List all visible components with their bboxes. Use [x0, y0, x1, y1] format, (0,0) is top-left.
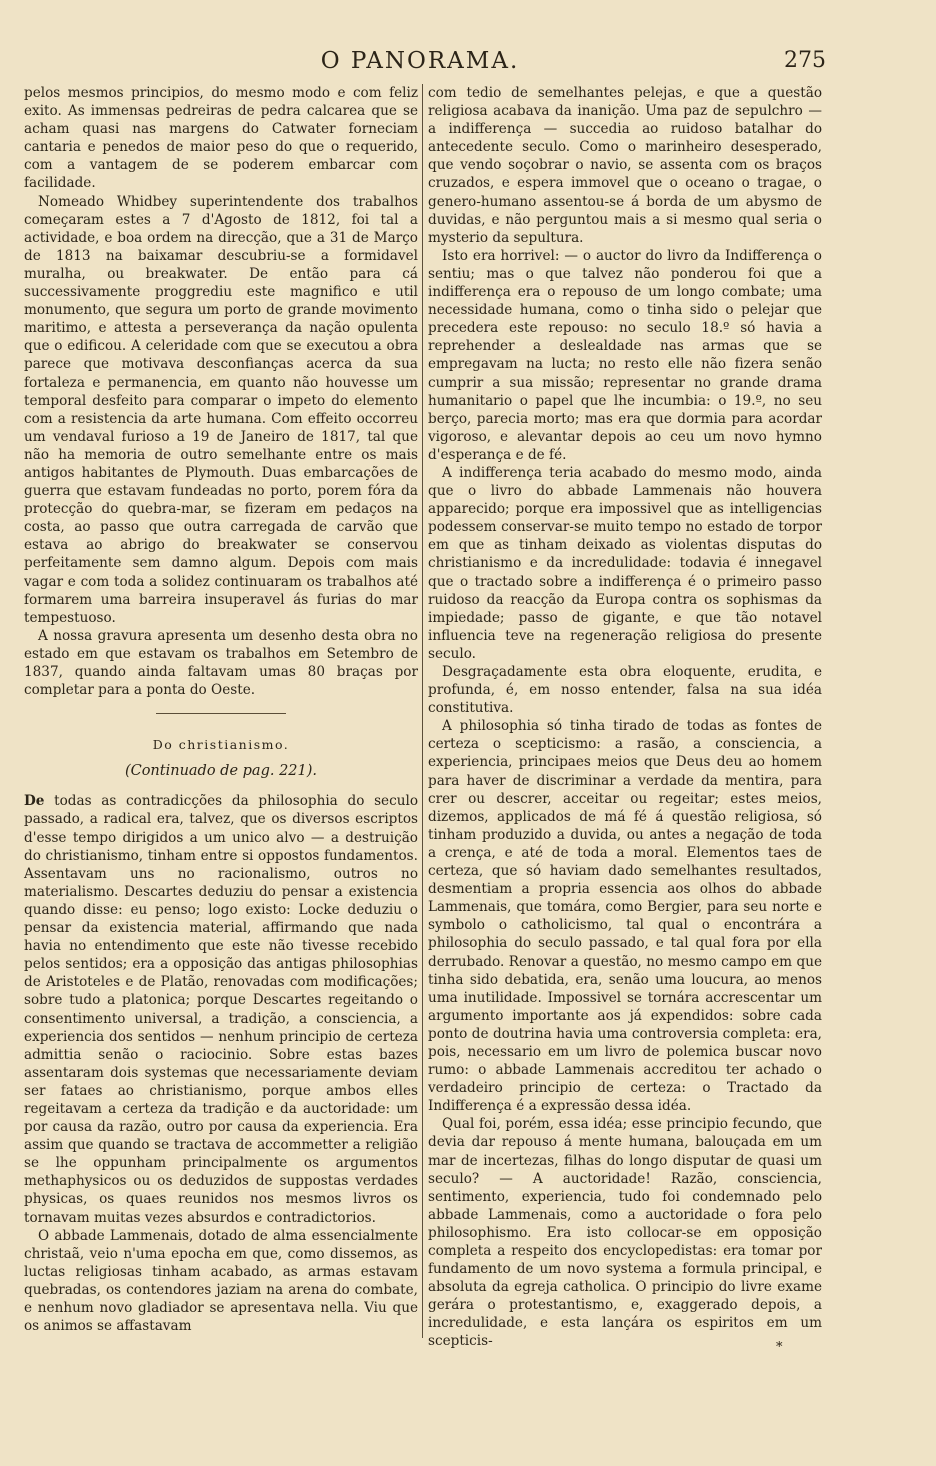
running-head: [20, 46, 826, 82]
section-divider: [156, 713, 286, 714]
page-title: O PANORAMA.: [320, 48, 520, 74]
column-divider: [422, 84, 423, 1338]
section-title: Do christianismo.: [152, 737, 290, 753]
paragraph: com tedio de semelhantes pelejas, e que a questão religiosa acabava da inanição. Uma paz de sepulchro — a indifferença — succedia ao ruidoso batalhar do antecedente seculo. Como o marinheiro desesperado, que vendo soçobrar o navio, se assenta com os braços cruzados, e espera immovel que o oceano o tragaе, o genero-humano assentou-se á borda de um abysmo de duvidas, e não perguntou mais a si mesmo qual seria o mysterio da sepultura.: [428, 85, 822, 246]
paragraph: Desgraçadamente esta obra eloquente, erudita, e profunda, é, em nosso entender, falsa na sua idéa constitutiva.: [428, 664, 822, 717]
paragraph: Qual foi, porém, essa idéa; esse principio fecundo, que devia dar repouso á mente humana, balouçada em um mar de incertezas, filhas do longo disputar de quasi um seculo? — A auctoridade! Razão, consciencia, sentimento, experiencia, tudo foi condemnado pelo abbade Lammenais, como a auctoridade o fora pelo philosophismo. Era isto collocar-se em opposição completa a respeito dos encyclopedistas: era tomar por fundamento de um novo systema a formula principal, e absoluta da egreja catholica. O principio do livre exame gerára o protestantismo, e, exaggerado depois, a incredulidade, e esta lançára os espiritos em um scepticis-: [428, 1116, 822, 1350]
footer-mark: *: [776, 1340, 783, 1355]
left-column: [24, 84, 418, 1335]
right-column: [428, 84, 822, 1351]
paragraph: O abbade Lammenais, dotado de alma essencialmente christaã, veio n'uma epocha em que, como dissemos, as luctas religiosas tinham acabado, as armas estavam quebradas, os contendores jaziam na arena do combate, e nenhum novo gladiador se apresentava nella. Viu que os animos se affastavam: [24, 1227, 418, 1335]
page-number: 275: [784, 48, 826, 73]
drop-cap: De: [24, 793, 45, 810]
paragraph: pelos mesmos principios, do mesmo modo e com feliz exito. As immensas pedreiras de pedra calcarea que se acham quasi nas margens do Catwater forneciam cantaria e penedos de maior peso do que o requerido, com a vantagem de se poderem embarcar com facilidade.: [24, 85, 418, 192]
section-first-paragraph: [24, 792, 418, 1226]
paragraph: Nomeado Whidbey superintendente dos trabalhos começaram estes a 7 d'Agosto de 1812, foi tal a actividade, e boa ordem na direcção, que a 31 de Março de 1813 na baixamar descubriu-se a formidavel muralha, ou breakwater. De então para cá successivamente proggrediu este magnifico e util monumento, que segura um porto de grande movimento maritimo, e attesta a perseverança da nação opulenta que o edificou. A celeridade com que se executou a obra parece que motivava desconfianças acerca da sua fortaleza e permanencia, em quanto não houvesse um temporal desfeito para comparar o impeto do elemento com a resistencia da arte humana. Com effeito occorreu um vendaval furioso a 19 de Janeiro de 1817, tal que não ha memoria de outro semelhante entre os mais antigos habitantes de Plymouth. Duas embarcações de guerra que estavam fundeadas no porto, porem fóra da protecção do quebra-mar, se fizeram em pedaços na costa, ao passo que outra carregada de carvão que estava ao abrigo do breakwater se conservou perfeitamente sem damno algum. Depois com mais vagar e com toda a solidez continuaram os trabalhos até formarem uma barreira insuperavel ás furias do mar tempestuoso.: [24, 193, 418, 626]
paragraph: A nossa gravura apresenta um desenho desta obra no estado em que estavam os trabalhos em Setembro de 1837, quando ainda faltavam umas 80 braças por completar para a ponta do Oeste.: [24, 627, 418, 699]
paragraph: A indifferença teria acabado do mesmo modo, ainda que o livro do abbade Lammenais não houvera apparecido; porque era impossivel que as intelligencias podessem conservar-se muito tempo no estado de torpor em que as tinham deixado as violentas disputas do christianismo e da incredulidade: todavia é innegavel que o tractado sobre a indifferença é o primeiro passo ruidoso da reacção da Europa contra os sophismas da impiedade; passo de gigante, e que tão notavel influencia teve na regeneração religiosa do presente seculo.: [428, 464, 822, 662]
paragraph: Isto era horrivel: — o auctor do livro da Indifferença o sentiu; mas o que talvez não ponderou foi que a indifferença era o repouso de um longo combate; uma necessidade humana, como o tinha sido o pelejar que precedera este repouso: no seculo 18.º só havia a reprehender a deslealdade nas armas que se empregavam na lucta; no resto elle não fizera senão cumprir a sua missão; representar no grande drama humanitario o papel que lhe incumbia: o 19.º, no seu berço, parecia morto; mas era que dormia para acordar vigoroso, e alevantar depois ao ceu um novo hymno d'esperança e de fé.: [428, 247, 822, 463]
section-subtitle: (Continuado de pag. 221).: [124, 763, 318, 780]
paragraph-body: todas as contradicções da philosophia do seculo passado, a radical era, talvez, que os diversos escriptos d'esse tempo dirigidos a um unico alvo — a destruição do christianismo, tinham entre si oppostos fundamentos. Assentavam uns no racionalismo, outros no materialismo. Descartes deduziu do pensar a existencia quando disse: eu penso; logo existo: Locke deduziu o pensar da existencia material, affirmando que nada havia no entendimento que este não tivesse recebido pelos sentidos; era a opposição das antigas philosophias de Aristoteles e de Platão, renovadas com modificações; sobre tudo a platonica; porque Descartes regeitando o consentimento universal, a tradição, a consciencia, a experiencia dos sentidos — nenhum principio de certeza admittia senão o raciocinio. Sobre estas bazes assentaram dois systemas que necessariamente deviam ser fataes ao christianismo, porque ambos elles regeitavam a certeza da tradição e da auctoridade: um por causa da razão, outro por causa da experiencia. Era assim que quando se tractava de accommetter a religião se lhe oppunham principalmente os argumentos methaphysicos ou os deduzidos de suppostas verdades physicas, os quaes reunidos nos mesmos livros os tornavam muitas vezes absurdos e contradictorios.: [24, 793, 418, 1226]
paragraph: A philosophia só tinha tirado de todas as fontes de certeza o scepticismo: a rasão, a consciencia, a experiencia, principaes meios que Deus deu ao homem para haver de discriminar a verdade da mentira, para crer ou descrer, acceitar ou regeitar; estes meios, dizemos, applicados de má fé á questão religiosa, só tinham produzido a duvida, ou antes a negação de toda a crença, e até de toda a moral. Elementos taes de certeza, que só haviam dado semelhantes resultados, desmentiam a propria essencia aos olhos do abbade Lammenais, que tomára, como Bergier, para seu norte e symbolo o catholicismo, tal qual o encontrára a philosophia do seculo passado, e tal qual fora por ella derrubado. Renovar a questão, no mesmo campo em que tinha sido debatida, era, senão uma loucura, ao menos uma inutilidade. Impossivel se tornára accrescentar um argumento importante aos já expendidos: sobre cada ponto de doutrina havia uma controversia completa: era, pois, necessario em um livro de polemica buscar novo rumo: o abbade Lammenais accreditou ter achado o verdadeiro principio de certeza: o Tractado da Indifferença é a expressão dessa idéa.: [428, 718, 822, 1115]
